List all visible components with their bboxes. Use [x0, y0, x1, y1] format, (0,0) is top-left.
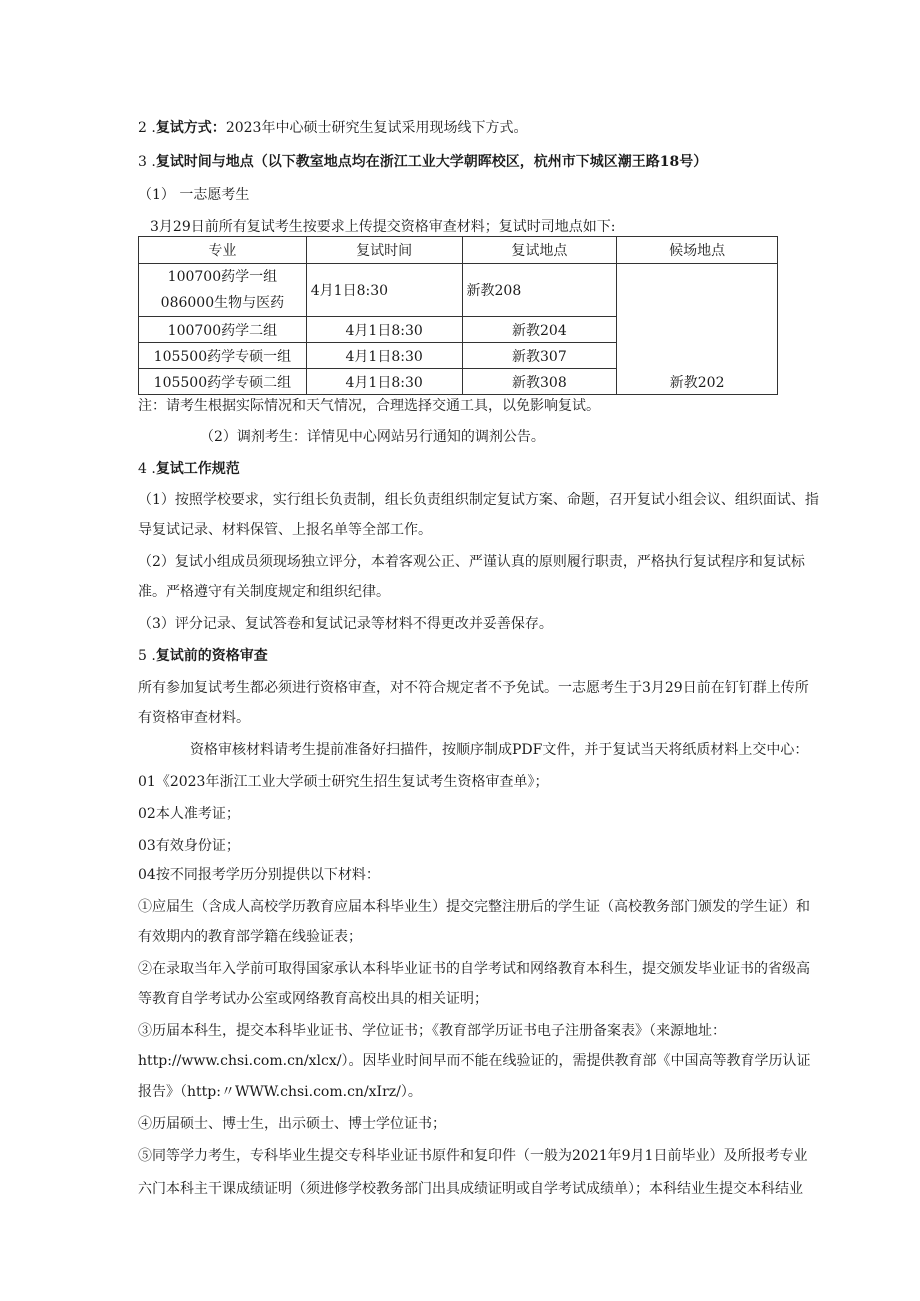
section-5: [138, 647, 268, 665]
paragraph-line: ①应届生（含成人高校学历教育应届本科毕业生）提交完整注册后的学生证（高校教务部门颁发的学生证）和: [138, 899, 810, 915]
header-place: 复试地点: [462, 237, 617, 264]
section-number: 4 .: [138, 461, 156, 477]
paragraph-line: ⑤同等学力考生，专科毕业生提交专科毕业证书原件和复印件（一般为2021年9月1日前毕业）及所报考专业: [138, 1148, 808, 1164]
header-major: 专业: [139, 237, 307, 264]
section-number: 3 .: [138, 154, 156, 170]
schedule-table: [138, 236, 778, 395]
major-line: 100700药学一组: [167, 269, 278, 285]
list-item: 02本人准考证；: [138, 806, 240, 822]
cell-place: 新教204: [462, 317, 617, 343]
subsection-2: （2）调剂考生：详情见中心网站另行通知的调剂公告。: [200, 429, 545, 445]
cell-time: 4月1日8:30: [306, 369, 462, 395]
section-title: 复试工作规范: [155, 461, 240, 477]
cell-major: 100700药学二组: [139, 317, 307, 343]
section-number: 2 .: [138, 120, 156, 136]
table-header-row: [139, 237, 778, 264]
paragraph-line: 有效期内的教育部学籍在线验证表；: [138, 929, 362, 945]
cell-waiting: 新教202: [617, 264, 778, 395]
section-2: [138, 119, 527, 137]
cell-place: 新教307: [462, 343, 617, 369]
header-time: 复试时间: [306, 237, 462, 264]
header-waiting: 候场地点: [617, 237, 778, 264]
cell-place: 新教208: [462, 264, 617, 317]
major-line: 086000生物与医药: [160, 295, 285, 311]
paragraph-line: 资格审核材料请考生提前准备好扫描件，按顺序制成PDF文件，并于复试当天将纸质材料上交中心：: [190, 742, 809, 758]
paragraph-line: （1）按照学校要求，实行组长负责制，组长负责组织制定复试方案、命题，召开复试小组会议、组织面试、指: [138, 492, 819, 508]
paragraph-line: ③历届本科生，提交本科毕业证书、学位证书；《教育部学历证书电子注册备案表》（来源地址：: [138, 1023, 726, 1039]
paragraph-line: ②在录取当年入学前可取得国家承认本科毕业证书的自学考试和网络教育本科生，提交颁发毕业证书的省级高: [138, 961, 810, 977]
paragraph-line: 六门本科主干课成绩证明（须进修学校教务部门出具成绩证明或自学考试成绩单）；本科结业生提交本科结业: [138, 1181, 803, 1197]
list-item: 03有效身份证；: [138, 838, 240, 854]
paragraph-line: 准。严格遵守有关制度规定和组织纪律。: [138, 584, 390, 600]
cell-time: 4月1日8:30: [306, 317, 462, 343]
paragraph-line: 等教育自学考试办公室或网络教育高校出具的相关证明；: [138, 991, 488, 1007]
cell-place: 新教308: [462, 369, 617, 395]
table-note: 注：请考生根据实际情况和天气情况，合理选择交通工具，以免影响复试。: [138, 398, 600, 414]
section-title: 复试时间与地点（以下教室地点均在浙江工业大学朝晖校区，杭州市下城区潮王路18号）: [155, 154, 708, 170]
section-3: [138, 153, 707, 171]
list-item: 01《2023年浙江工业大学硕士研究生招生复试考生资格审查单》；: [138, 774, 549, 790]
list-item: 04按不同报考学历分别提供以下材料：: [138, 867, 380, 883]
cell-major: 105500药学专硕二组: [139, 369, 307, 395]
paragraph-line: ④历届硕士、博士生，出示硕士、博士学位证书；: [138, 1116, 446, 1132]
cell-time: 4月1日8:30: [306, 264, 462, 317]
cell-time: 4月1日8:30: [306, 343, 462, 369]
paragraph-line: （2）复试小组成员须现场独立评分，本着客观公正、严谨认真的原则履行职责，严格执行复试程序和复试标: [138, 554, 805, 570]
paragraph-line: 所有参加复试考生都必须进行资格审查，对不符合规定者不予免试。一志愿考生于3月29日前在钉钉群上传所: [138, 680, 809, 696]
table-row: [139, 264, 778, 317]
cell-major: 105500药学专硕一组: [139, 343, 307, 369]
schedule-intro: 3月29日前所有复试考生按要求上传提交资格审查材料；复试时司地点如下:: [150, 219, 616, 235]
section-4: [138, 460, 240, 478]
paragraph-line: 有资格审查材料。: [138, 710, 250, 726]
section-number: 5 .: [138, 648, 156, 664]
section-text: 2023年中心硕士研究生复试采用现场线下方式。: [225, 120, 528, 136]
paragraph-line: （3）评分记录、复试答卷和复试记录等材料不得更改并妥善保存。: [138, 616, 553, 632]
section-title: 复试方式：: [155, 120, 226, 136]
paragraph-line: http://www.chsi.com.cn/xlcx/）。因毕业时间早而不能在线验证的，需提供教育部《中国高等教育学历认证: [138, 1053, 811, 1069]
section-title: 复试前的资格审查: [155, 648, 268, 664]
paragraph-line: 导复试记录、材料保管、上报名单等全部工作。: [138, 522, 432, 538]
subsection-1: （1） 一志愿考生: [138, 187, 250, 203]
cell-major: [139, 264, 307, 317]
paragraph-line: 报告》（http:〃WWW.chsi.com.cn/xIrz/）。: [138, 1084, 422, 1100]
